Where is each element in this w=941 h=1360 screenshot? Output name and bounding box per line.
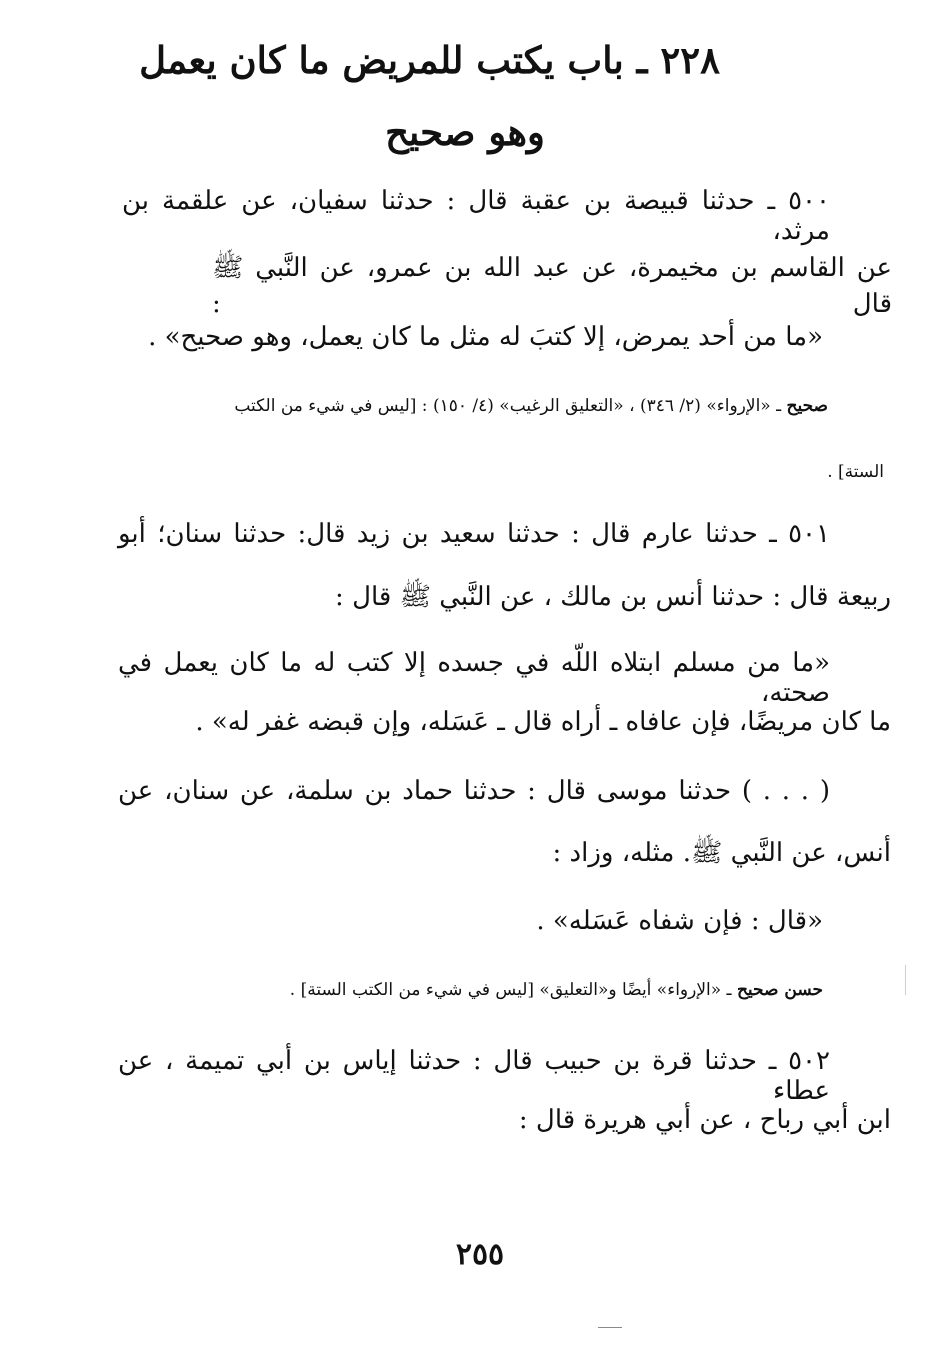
hadith-501-grade: حسن صحيح (736, 980, 823, 1000)
page-number: ٢٥٥ (455, 1237, 505, 1272)
hadith-500-isnad-line-1: ٥٠٠ ـ حدثنا قبيصة بن عقبة قال : حدثنا سفيان، عن علقمة بن مرثد، (122, 186, 830, 246)
hadith-501-isnad-line-2: ربيعة قال : حدثنا أنس بن مالك ، عن النَّبي ﷺ قال : (335, 582, 891, 612)
hadith-500-grade: صحيح (786, 396, 828, 416)
hadith-501-grading (290, 980, 823, 1000)
hadith-501-matn-line-1: «ما من مسلم ابتلاه اللّه في جسده إلا كتب له ما كان يعمل في صحته، (118, 648, 830, 708)
hadith-501-matn-line-2: ما كان مريضًا، فإن عافاه ـ أراه قال ـ عَسَله، وإن قبضه غفر له» . (195, 707, 891, 737)
hadith-500-grading-reference: ـ «الإرواء» (٢/ ٣٤٦) ، «التعليق الرغيب» (٤/ ١٥٠) : [ليس في شيء من الكتب (234, 396, 787, 416)
chapter-heading-line-1: ٢٢٨ ـ باب يكتب للمريض ما كان يعمل (139, 38, 720, 82)
hadith-502-isnad-line-1: ٥٠٢ ـ حدثنا قرة بن حبيب قال : حدثنا إياس بن أبي تميمة ، عن عطاء (118, 1046, 830, 1106)
hadith-501-alt-isnad-line-1: ( . . . ) حدثنا موسى قال : حدثنا حماد بن سلمة، عن سنان، عن (118, 776, 830, 806)
hadith-500-matn: «ما من أحد يمرض، إلا كتبَ له مثل ما كان يعمل، وهو صحيح» . (148, 322, 823, 352)
hadith-501-addition: «قال : فإن شفاه عَسَله» . (536, 906, 823, 936)
hadith-500-grading-line-1 (118, 396, 828, 416)
hadith-500-isnad-line-2: عن القاسم بن مخيمرة، عن عبد الله بن عمرو، عن النَّبي ﷺ قال : (212, 253, 892, 319)
hadith-502-isnad-line-2: ابن أبي رباح ، عن أبي هريرة قال : (518, 1105, 891, 1135)
hadith-501-grading-reference: ـ «الإرواء» أيضًا و«التعليق» [ليس في شيء من الكتب الستة] . (289, 980, 737, 1000)
hadith-501-alt-isnad-line-2: أنس، عن النَّبي ﷺ. مثله، وزاد : (552, 838, 891, 868)
scan-speck (905, 965, 906, 995)
hadith-500-grading-line-2: الستة] . (827, 462, 884, 482)
hadith-501-isnad-line-1: ٥٠١ ـ حدثنا عارم قال : حدثنا سعيد بن زيد قال: حدثنا سنان؛ أبو (118, 519, 830, 549)
scan-speck (598, 1327, 622, 1328)
chapter-heading-line-2: وهو صحيح (385, 110, 545, 154)
